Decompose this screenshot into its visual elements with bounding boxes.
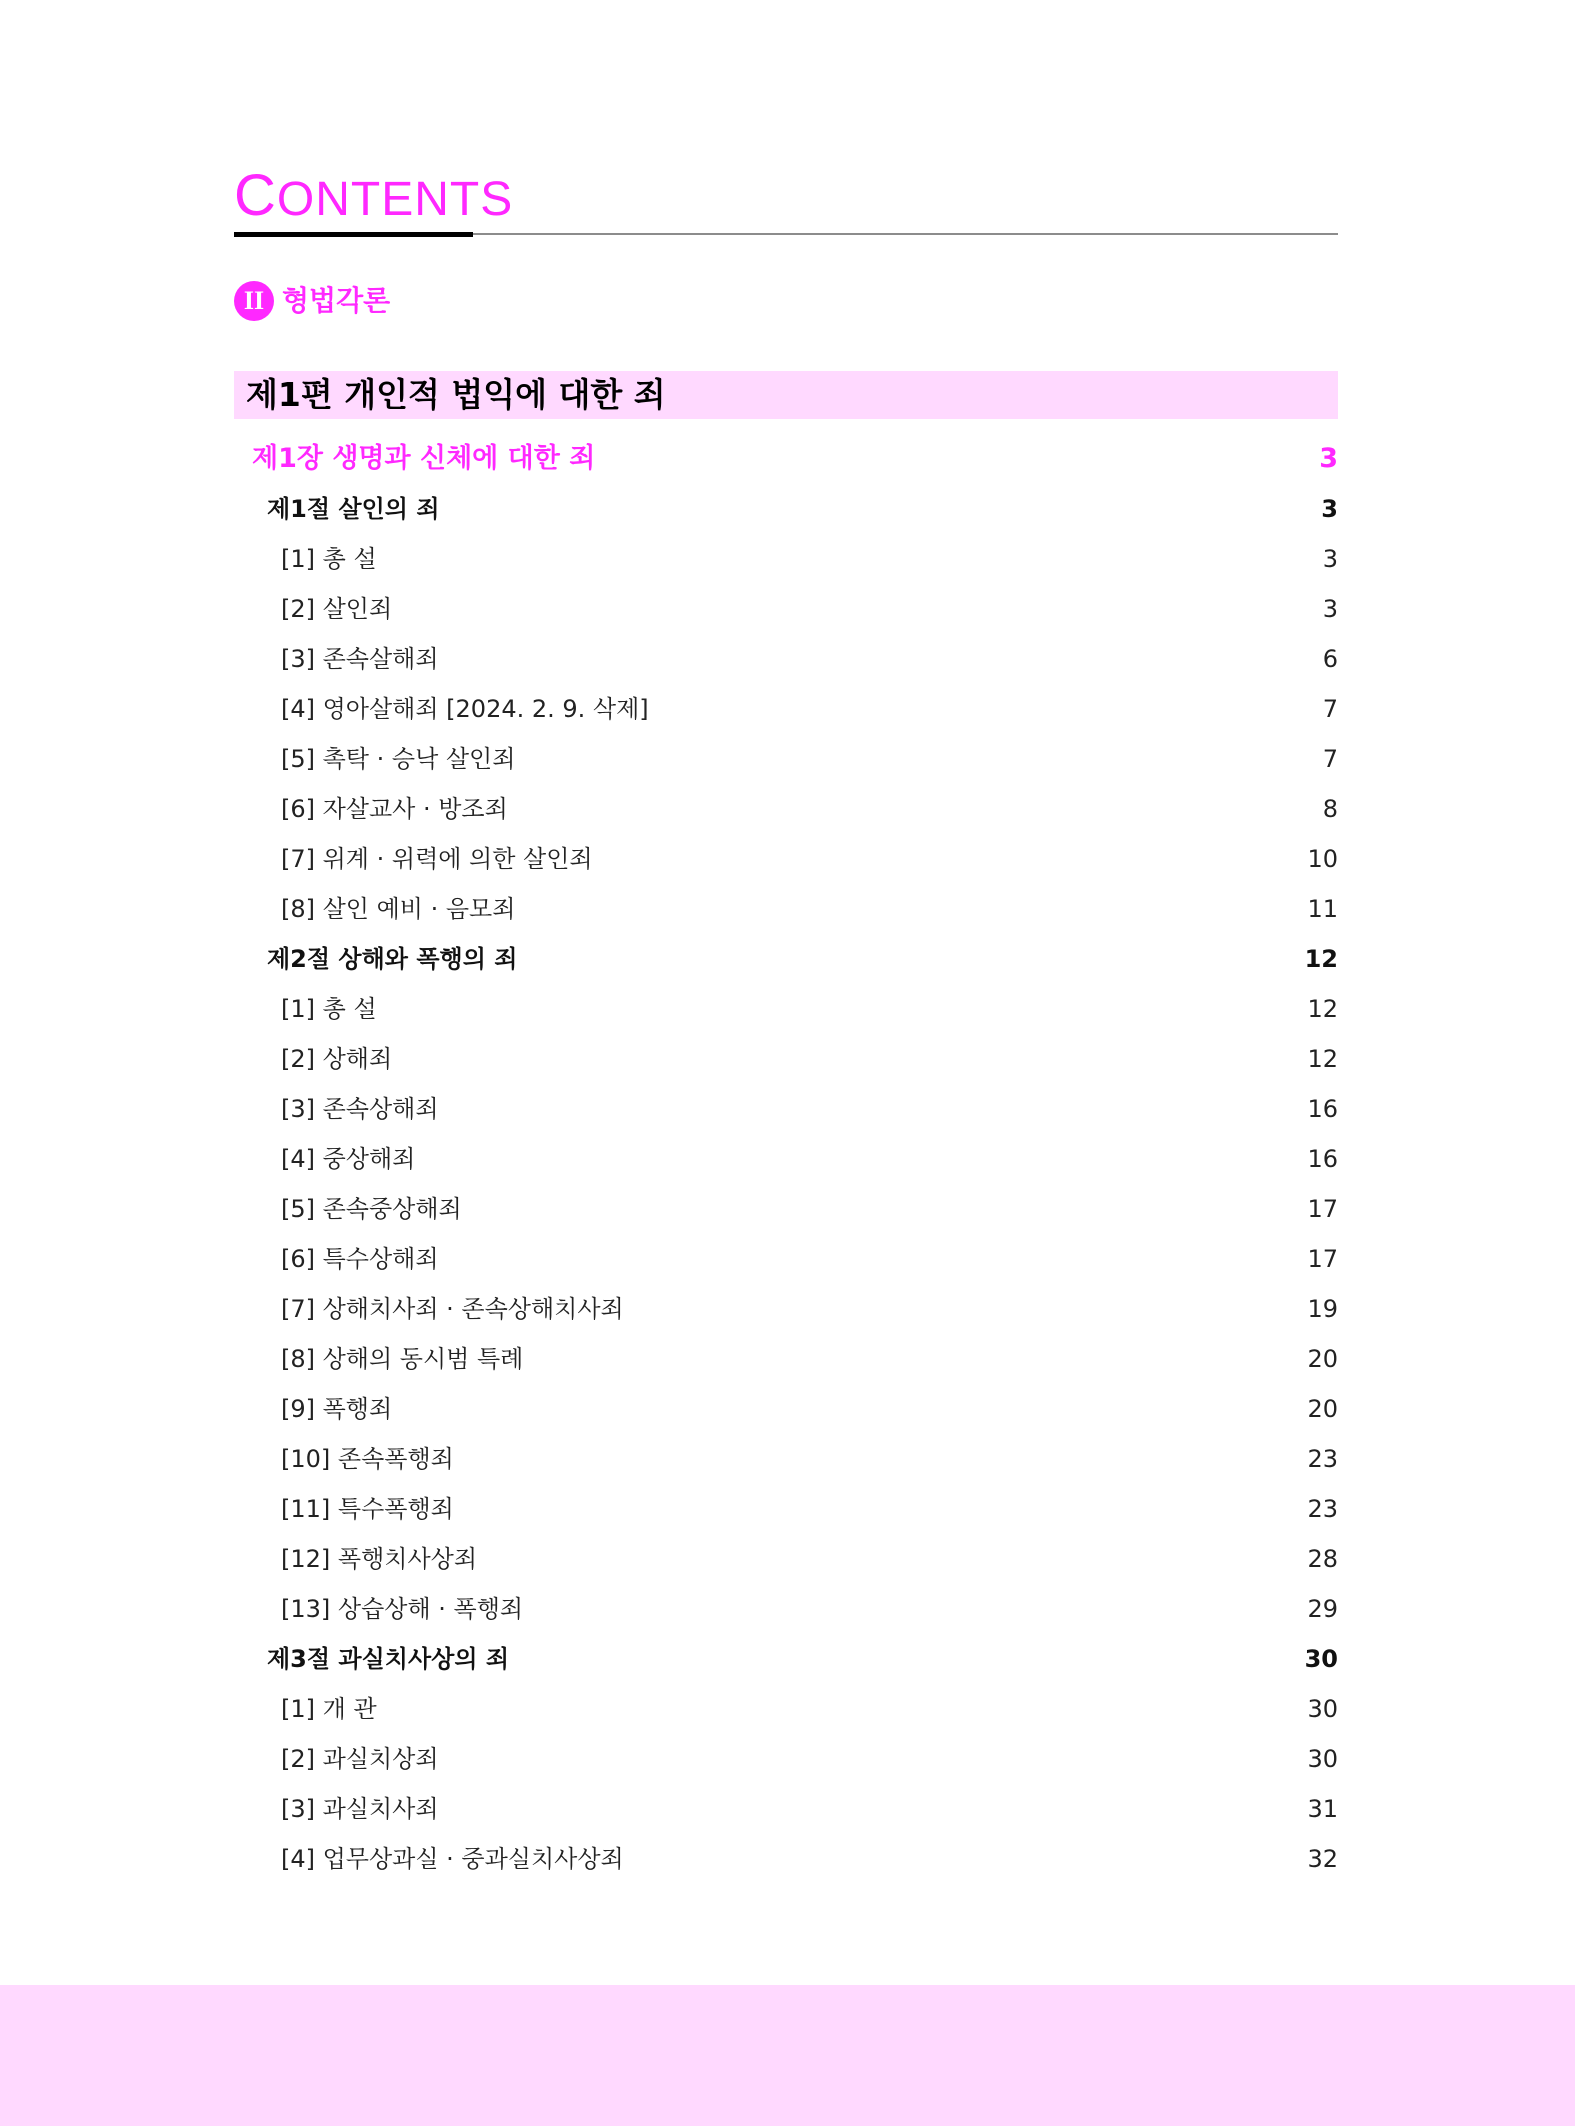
toc-entry-item[interactable] bbox=[234, 1134, 1338, 1184]
toc-entry-title: [4] 업무상과실 · 중과실치사상죄 bbox=[281, 1845, 624, 1873]
toc-entry-title: [3] 존속상해죄 bbox=[281, 1095, 439, 1123]
toc-entry-item[interactable] bbox=[234, 1784, 1338, 1834]
toc-entry-item[interactable] bbox=[234, 584, 1338, 634]
toc-entry-item[interactable] bbox=[234, 1484, 1338, 1534]
page-title-initial: C bbox=[234, 163, 277, 228]
toc-entry-title: [3] 과실치사죄 bbox=[281, 1795, 439, 1823]
toc-entry-title: [4] 영아살해죄 [2024. 2. 9. 삭제] bbox=[281, 695, 649, 723]
section-title: 제1편 개인적 법익에 대한 죄 bbox=[246, 375, 666, 414]
toc-entry-page: 12 bbox=[1307, 995, 1338, 1023]
part-number-badge: II bbox=[234, 281, 274, 321]
toc-entry-page: 20 bbox=[1307, 1395, 1338, 1423]
toc-entry-page: 31 bbox=[1307, 1795, 1338, 1823]
toc-entry-title: [2] 과실치상죄 bbox=[281, 1745, 439, 1773]
toc-entry-page: 23 bbox=[1307, 1445, 1338, 1473]
toc-entry-item[interactable] bbox=[234, 984, 1338, 1034]
toc-entry-page: 12 bbox=[1304, 945, 1338, 973]
toc-entry-title: [7] 상해치사죄 · 존속상해치사죄 bbox=[281, 1295, 624, 1323]
toc-entry-title: [12] 폭행치사상죄 bbox=[281, 1545, 477, 1573]
part-title: 형법각론 bbox=[282, 284, 391, 317]
toc-entry-item[interactable] bbox=[234, 1834, 1338, 1884]
toc-entry-item[interactable] bbox=[234, 834, 1338, 884]
toc-entry-page: 30 bbox=[1307, 1745, 1338, 1773]
toc-entry-title: 제2절 상해와 폭행의 죄 bbox=[267, 945, 518, 973]
toc-entry-page: 6 bbox=[1322, 645, 1338, 673]
toc-entry-item[interactable] bbox=[234, 1684, 1338, 1734]
toc-entry-title: [2] 살인죄 bbox=[281, 595, 393, 623]
toc-entry-item[interactable] bbox=[234, 634, 1338, 684]
toc-entry-title: 제1장 생명과 신체에 대한 죄 bbox=[252, 443, 596, 474]
toc-entry-item[interactable] bbox=[234, 534, 1338, 584]
toc-entry-page: 30 bbox=[1307, 1695, 1338, 1723]
toc-entry-page: 23 bbox=[1307, 1495, 1338, 1523]
toc-entry-title: [5] 촉탁 · 승낙 살인죄 bbox=[281, 745, 516, 773]
toc-entry-page: 7 bbox=[1322, 745, 1338, 773]
toc-entry-page: 20 bbox=[1307, 1345, 1338, 1373]
toc-entry-page: 17 bbox=[1307, 1245, 1338, 1273]
toc-entry-title: 제3절 과실치사상의 죄 bbox=[267, 1645, 510, 1673]
toc-entry-title: [7] 위계 · 위력에 의한 살인죄 bbox=[281, 845, 593, 873]
toc-entry-page: 30 bbox=[1304, 1645, 1338, 1673]
toc-entry-page: 3 bbox=[1322, 595, 1338, 623]
toc-entry-item[interactable] bbox=[234, 1734, 1338, 1784]
toc-entry-item[interactable] bbox=[234, 684, 1338, 734]
toc-entry-title: [1] 개 관 bbox=[281, 1695, 377, 1723]
toc-entry-page: 17 bbox=[1307, 1195, 1338, 1223]
toc-entry-page: 8 bbox=[1322, 795, 1338, 823]
toc-entry-title: 제1절 살인의 죄 bbox=[267, 495, 440, 523]
toc-entry-page: 7 bbox=[1322, 695, 1338, 723]
toc-entry-item[interactable] bbox=[234, 734, 1338, 784]
toc-entry-page: 19 bbox=[1307, 1295, 1338, 1323]
toc-entry-item[interactable] bbox=[234, 884, 1338, 934]
toc-entry-title: [9] 폭행죄 bbox=[281, 1395, 393, 1423]
toc-entry-page: 10 bbox=[1307, 845, 1338, 873]
toc-entry-item[interactable] bbox=[234, 784, 1338, 834]
page-title-rest: ONTENTS bbox=[276, 173, 514, 226]
toc-entry-item[interactable] bbox=[234, 1234, 1338, 1284]
toc-entry-item[interactable] bbox=[234, 1334, 1338, 1384]
toc-entry-title: [8] 상해의 동시범 특례 bbox=[281, 1345, 524, 1373]
toc-entry-page: 16 bbox=[1307, 1095, 1338, 1123]
toc-entry-title: [1] 총 설 bbox=[281, 545, 377, 573]
toc-entry-page: 28 bbox=[1307, 1545, 1338, 1573]
toc-entry-jeol[interactable] bbox=[234, 1634, 1338, 1684]
toc-entry-title: [10] 존속폭행죄 bbox=[281, 1445, 454, 1473]
toc-entry-item[interactable] bbox=[234, 1084, 1338, 1134]
toc-entry-item[interactable] bbox=[234, 1534, 1338, 1584]
toc-entry-item[interactable] bbox=[234, 1184, 1338, 1234]
toc-entry-page: 29 bbox=[1307, 1595, 1338, 1623]
toc-entry-title: [6] 특수상해죄 bbox=[281, 1245, 439, 1273]
toc-entry-page: 12 bbox=[1307, 1045, 1338, 1073]
toc-entry-page: 3 bbox=[1321, 495, 1338, 523]
toc-entry-title: [6] 자살교사 · 방조죄 bbox=[281, 795, 508, 823]
toc-entry-page: 32 bbox=[1307, 1845, 1338, 1873]
toc-entry-page: 3 bbox=[1322, 545, 1338, 573]
toc-entry-title: [13] 상습상해 · 폭행죄 bbox=[281, 1595, 524, 1623]
title-underline-accent bbox=[234, 232, 473, 237]
toc-entry-page: 11 bbox=[1307, 895, 1338, 923]
section-band bbox=[234, 371, 1338, 419]
toc-entry-jang[interactable] bbox=[234, 434, 1338, 484]
toc-entry-item[interactable] bbox=[234, 1034, 1338, 1084]
toc-entry-page: 16 bbox=[1307, 1145, 1338, 1173]
toc-entry-title: [2] 상해죄 bbox=[281, 1045, 393, 1073]
toc-entry-item[interactable] bbox=[234, 1284, 1338, 1334]
table-of-contents bbox=[234, 434, 1338, 1884]
toc-entry-title: [5] 존속중상해죄 bbox=[281, 1195, 462, 1223]
toc-entry-jeol[interactable] bbox=[234, 934, 1338, 984]
toc-entry-jeol[interactable] bbox=[234, 484, 1338, 534]
toc-entry-title: [1] 총 설 bbox=[281, 995, 377, 1023]
toc-entry-title: [8] 살인 예비 · 음모죄 bbox=[281, 895, 516, 923]
toc-entry-page: 3 bbox=[1319, 443, 1338, 474]
toc-entry-title: [4] 중상해죄 bbox=[281, 1145, 416, 1173]
toc-entry-item[interactable] bbox=[234, 1434, 1338, 1484]
page-title bbox=[234, 163, 514, 230]
toc-entry-item[interactable] bbox=[234, 1584, 1338, 1634]
footer-band bbox=[0, 1985, 1575, 2126]
toc-entry-title: [11] 특수폭행죄 bbox=[281, 1495, 454, 1523]
toc-entry-title: [3] 존속살해죄 bbox=[281, 645, 439, 673]
toc-entry-item[interactable] bbox=[234, 1384, 1338, 1434]
